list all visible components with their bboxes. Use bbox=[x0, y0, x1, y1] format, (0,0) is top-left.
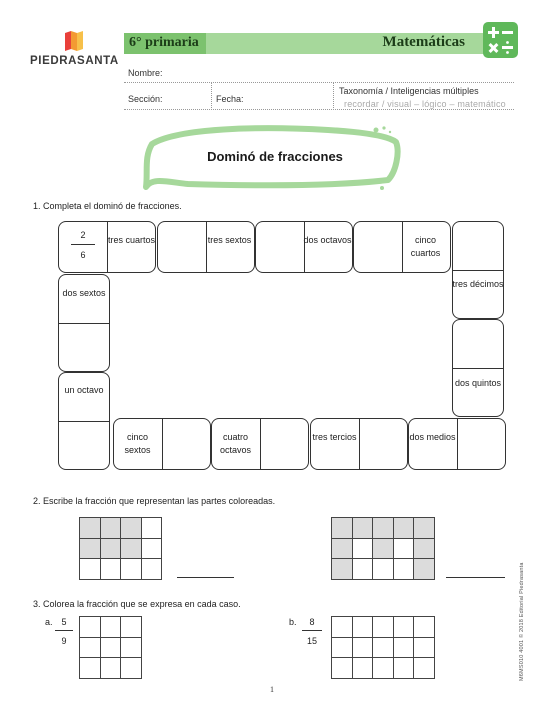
fraction-denominator: 6 bbox=[80, 250, 86, 260]
taxonomy-values: recordar / visual – lógico – matemático bbox=[344, 99, 506, 109]
grid-cell bbox=[141, 559, 162, 580]
grid-cell bbox=[100, 538, 121, 559]
fraction-denominator: 9 bbox=[61, 636, 67, 646]
page-number: 1 bbox=[270, 685, 274, 694]
grid-cell bbox=[100, 658, 121, 679]
grid-cell bbox=[414, 538, 435, 559]
grid-cell bbox=[352, 658, 373, 679]
grade-label: 6° primaria bbox=[129, 35, 199, 50]
domino-tile bbox=[255, 221, 353, 273]
grid-cell bbox=[373, 538, 394, 559]
fraction-bar bbox=[302, 630, 322, 631]
divider bbox=[333, 83, 334, 110]
section-line bbox=[124, 109, 514, 110]
divider bbox=[211, 83, 212, 110]
grid-cell bbox=[332, 518, 353, 539]
grid-cell bbox=[332, 637, 353, 658]
grid-cell bbox=[352, 559, 373, 580]
grid-cell bbox=[80, 637, 101, 658]
section-label: Sección: bbox=[128, 94, 163, 104]
domino-text: tres cuartos bbox=[107, 235, 156, 245]
domino-tile bbox=[408, 418, 506, 470]
fraction-grid-a bbox=[79, 517, 162, 580]
grid-cell bbox=[393, 658, 414, 679]
grid-cell bbox=[121, 637, 142, 658]
grid-cell bbox=[121, 538, 142, 559]
item-a-label: a. bbox=[45, 617, 53, 627]
name-label: Nombre: bbox=[128, 68, 163, 78]
fraction-bar bbox=[55, 630, 73, 631]
fraction-numerator: 2 bbox=[80, 230, 86, 240]
subject-label: Matemáticas bbox=[382, 34, 465, 50]
math-operations-icon bbox=[482, 21, 519, 59]
domino-text: dos sextos bbox=[62, 288, 106, 298]
grid-cell bbox=[352, 617, 373, 638]
domino-tile bbox=[58, 221, 156, 273]
grid-cell bbox=[414, 518, 435, 539]
grid-cell bbox=[373, 559, 394, 580]
domino-text: dos medios bbox=[409, 432, 456, 442]
instruction-2: 2. Escribe la fracción que representan las partes coloreadas. bbox=[33, 496, 276, 506]
domino-text: cinco cuartos bbox=[410, 235, 441, 258]
grid-cell bbox=[332, 617, 353, 638]
fraction-bar bbox=[71, 244, 95, 245]
fraction-grid-b bbox=[331, 517, 435, 580]
grid-cell bbox=[393, 637, 414, 658]
answer-line-a[interactable] bbox=[177, 577, 234, 578]
grid-cell bbox=[373, 617, 394, 638]
grid-cell bbox=[121, 559, 142, 580]
grid-cell bbox=[352, 538, 373, 559]
domino-text: dos octavos bbox=[303, 235, 352, 245]
grid-cell bbox=[80, 658, 101, 679]
grid-cell bbox=[332, 559, 353, 580]
grid-cell bbox=[373, 658, 394, 679]
grid-cell bbox=[121, 518, 142, 539]
grid-cell bbox=[121, 658, 142, 679]
domino-text: dos quintos bbox=[454, 378, 502, 388]
date-label: Fecha: bbox=[216, 94, 244, 104]
fraction-numerator: 5 bbox=[61, 617, 67, 627]
book-icon bbox=[64, 31, 84, 51]
domino-text: tres tercios bbox=[312, 432, 357, 442]
grid-cell bbox=[80, 518, 101, 539]
grid-cell bbox=[100, 518, 121, 539]
item-b-label: b. bbox=[289, 617, 297, 627]
domino-text: tres sextos bbox=[207, 235, 252, 245]
instruction-3: 3. Colorea la fracción que se expresa en cada caso. bbox=[33, 599, 241, 609]
grid-cell bbox=[373, 518, 394, 539]
answer-line-b[interactable] bbox=[446, 577, 505, 578]
color-grid-b[interactable] bbox=[331, 616, 435, 679]
grid-cell bbox=[352, 518, 373, 539]
grid-cell bbox=[393, 617, 414, 638]
copyright-text: M6MS010 4001 © 2018 Editorial Piedrasanta bbox=[519, 562, 525, 681]
domino-tile bbox=[310, 418, 408, 470]
grid-cell bbox=[393, 518, 414, 539]
grid-cell bbox=[332, 658, 353, 679]
domino-text: cuatro octavos bbox=[219, 432, 252, 455]
domino-tile bbox=[452, 319, 504, 417]
color-grid-a[interactable] bbox=[79, 616, 142, 679]
grid-cell bbox=[352, 637, 373, 658]
grid-cell bbox=[80, 617, 101, 638]
taxonomy-title: Taxonomía / Inteligencias múltiples bbox=[339, 86, 479, 96]
grid-cell bbox=[100, 637, 121, 658]
domino-text: un octavo bbox=[64, 385, 104, 395]
grid-cell bbox=[414, 559, 435, 580]
grid-cell bbox=[141, 518, 162, 539]
instruction-1: 1. Completa el dominó de fracciones. bbox=[33, 201, 182, 211]
grid-cell bbox=[121, 617, 142, 638]
domino-tile bbox=[452, 221, 504, 319]
fraction-denominator: 15 bbox=[306, 636, 317, 646]
domino-tile bbox=[157, 221, 255, 273]
grid-cell bbox=[332, 538, 353, 559]
grid-cell bbox=[141, 538, 162, 559]
page-title: Dominó de fracciones bbox=[207, 149, 343, 164]
brand-logo bbox=[30, 31, 122, 71]
grid-cell bbox=[414, 637, 435, 658]
grid-cell bbox=[80, 559, 101, 580]
domino-text: cinco sextos bbox=[124, 432, 151, 455]
name-line bbox=[124, 82, 514, 83]
grid-cell bbox=[393, 538, 414, 559]
grid-cell bbox=[80, 538, 101, 559]
brand-name: PIEDRASANTA bbox=[30, 55, 119, 67]
fraction-numerator: 8 bbox=[309, 617, 315, 627]
grid-cell bbox=[414, 658, 435, 679]
grid-cell bbox=[393, 559, 414, 580]
domino-text: tres décimos bbox=[452, 279, 504, 289]
grid-cell bbox=[414, 617, 435, 638]
grid-cell bbox=[373, 637, 394, 658]
grid-cell bbox=[100, 617, 121, 638]
grid-cell bbox=[100, 559, 121, 580]
